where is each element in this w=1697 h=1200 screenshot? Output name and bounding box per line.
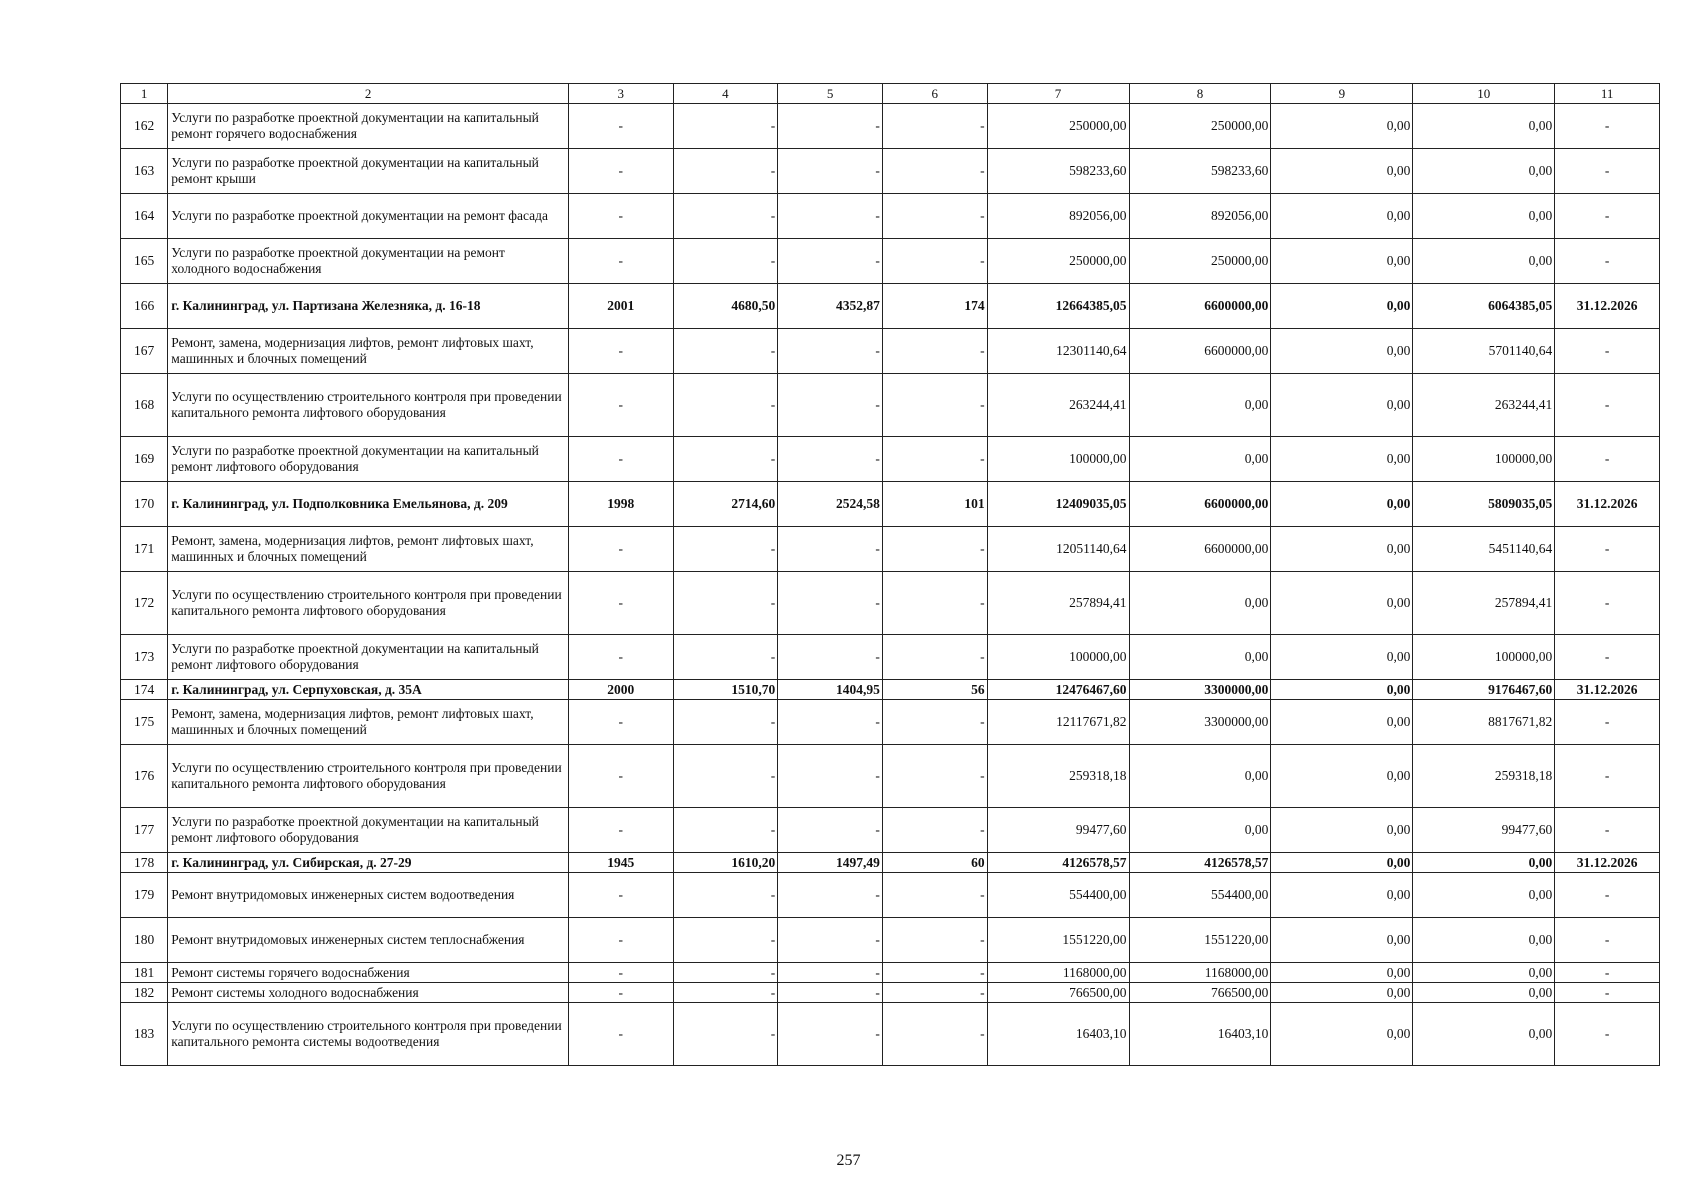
header-cell: 6 (882, 84, 987, 104)
deadline-cell: - (1555, 239, 1660, 284)
work-item-row (121, 873, 1660, 918)
total-cost-cell: 12301140,64 (987, 329, 1129, 374)
area-total-cell: 1510,70 (673, 680, 778, 700)
area-total-cell: - (673, 745, 778, 808)
budget-cost-cell: 0,00 (1271, 194, 1413, 239)
description-cell: Ремонт, замена, модернизация лифтов, ремонт лифтовых шахт, машинных и блочных помещений (168, 329, 569, 374)
row-number-cell: 164 (121, 194, 168, 239)
deadline-cell: - (1555, 635, 1660, 680)
description-cell: г. Калининград, ул. Подполковника Емельянова, д. 209 (168, 482, 569, 527)
year-cell: - (568, 983, 673, 1003)
area-total-cell: - (673, 983, 778, 1003)
total-cost-cell: 250000,00 (987, 104, 1129, 149)
year-cell: - (568, 918, 673, 963)
deadline-cell: - (1555, 527, 1660, 572)
area-living-cell: - (778, 635, 883, 680)
owner-cost-cell: 0,00 (1413, 1003, 1555, 1066)
year-cell: - (568, 808, 673, 853)
deadline-cell: - (1555, 149, 1660, 194)
budget-cost-cell: 0,00 (1271, 635, 1413, 680)
owner-cost-cell: 0,00 (1413, 963, 1555, 983)
description-cell: Ремонт внутридомовых инженерных систем теплоснабжения (168, 918, 569, 963)
work-item-row (121, 635, 1660, 680)
area-living-cell: - (778, 808, 883, 853)
budget-cost-cell: 0,00 (1271, 104, 1413, 149)
description-cell: Ремонт внутридомовых инженерных систем водоотведения (168, 873, 569, 918)
fund-cost-cell: 6600000,00 (1129, 284, 1271, 329)
row-number-cell: 170 (121, 482, 168, 527)
deadline-cell: - (1555, 572, 1660, 635)
year-cell: 2001 (568, 284, 673, 329)
budget-cost-cell: 0,00 (1271, 329, 1413, 374)
fund-cost-cell: 1168000,00 (1129, 963, 1271, 983)
residents-cell: - (882, 104, 987, 149)
residents-cell: 60 (882, 853, 987, 873)
work-item-row (121, 700, 1660, 745)
owner-cost-cell: 100000,00 (1413, 635, 1555, 680)
total-cost-cell: 554400,00 (987, 873, 1129, 918)
owner-cost-cell: 6064385,05 (1413, 284, 1555, 329)
description-cell: Услуги по разработке проектной документации на ремонт холодного водоснабжения (168, 239, 569, 284)
budget-cost-cell: 0,00 (1271, 853, 1413, 873)
residents-cell: - (882, 918, 987, 963)
header-cell: 1 (121, 84, 168, 104)
fund-cost-cell: 0,00 (1129, 635, 1271, 680)
area-total-cell: - (673, 329, 778, 374)
budget-cost-cell: 0,00 (1271, 680, 1413, 700)
total-cost-cell: 766500,00 (987, 983, 1129, 1003)
area-total-cell: - (673, 239, 778, 284)
capital-repair-table (120, 83, 1660, 1066)
area-total-cell: - (673, 963, 778, 983)
owner-cost-cell: 0,00 (1413, 918, 1555, 963)
fund-cost-cell: 250000,00 (1129, 239, 1271, 284)
owner-cost-cell: 5451140,64 (1413, 527, 1555, 572)
area-total-cell: 2714,60 (673, 482, 778, 527)
area-living-cell: - (778, 374, 883, 437)
owner-cost-cell: 8817671,82 (1413, 700, 1555, 745)
area-living-cell: - (778, 983, 883, 1003)
work-item-row (121, 572, 1660, 635)
deadline-cell: - (1555, 437, 1660, 482)
description-cell: Ремонт системы горячего водоснабжения (168, 963, 569, 983)
fund-cost-cell: 892056,00 (1129, 194, 1271, 239)
fund-cost-cell: 0,00 (1129, 808, 1271, 853)
fund-cost-cell: 0,00 (1129, 745, 1271, 808)
work-item-row (121, 1003, 1660, 1066)
residents-cell: - (882, 1003, 987, 1066)
year-cell: - (568, 374, 673, 437)
residents-cell: - (882, 437, 987, 482)
residents-cell: - (882, 329, 987, 374)
work-item-row (121, 194, 1660, 239)
deadline-cell: - (1555, 918, 1660, 963)
area-total-cell: - (673, 194, 778, 239)
area-living-cell: 1404,95 (778, 680, 883, 700)
budget-cost-cell: 0,00 (1271, 700, 1413, 745)
year-cell: - (568, 635, 673, 680)
year-cell: - (568, 963, 673, 983)
owner-cost-cell: 263244,41 (1413, 374, 1555, 437)
residents-cell: - (882, 808, 987, 853)
year-cell: 1998 (568, 482, 673, 527)
budget-cost-cell: 0,00 (1271, 482, 1413, 527)
description-cell: г. Калининград, ул. Серпуховская, д. 35А (168, 680, 569, 700)
year-cell: - (568, 239, 673, 284)
document-table-container (120, 83, 1660, 1066)
owner-cost-cell: 0,00 (1413, 239, 1555, 284)
residents-cell: 56 (882, 680, 987, 700)
row-number-cell: 178 (121, 853, 168, 873)
page-number: 257 (836, 1152, 861, 1169)
area-total-cell: - (673, 1003, 778, 1066)
total-cost-cell: 100000,00 (987, 635, 1129, 680)
budget-cost-cell: 0,00 (1271, 1003, 1413, 1066)
deadline-cell: - (1555, 745, 1660, 808)
work-item-row (121, 918, 1660, 963)
column-number-header-row (121, 84, 1660, 104)
description-cell: Услуги по осуществлению строительного контроля при проведении капитального ремонта лифтового оборудования (168, 572, 569, 635)
year-cell: 2000 (568, 680, 673, 700)
budget-cost-cell: 0,00 (1271, 284, 1413, 329)
fund-cost-cell: 4126578,57 (1129, 853, 1271, 873)
total-cost-cell: 250000,00 (987, 239, 1129, 284)
total-cost-cell: 12409035,05 (987, 482, 1129, 527)
row-number-cell: 182 (121, 983, 168, 1003)
year-cell: - (568, 745, 673, 808)
total-cost-cell: 12051140,64 (987, 527, 1129, 572)
area-living-cell: - (778, 918, 883, 963)
total-cost-cell: 99477,60 (987, 808, 1129, 853)
work-item-row (121, 329, 1660, 374)
area-total-cell: - (673, 635, 778, 680)
area-living-cell: - (778, 329, 883, 374)
deadline-cell: - (1555, 700, 1660, 745)
residents-cell: - (882, 149, 987, 194)
owner-cost-cell: 259318,18 (1413, 745, 1555, 808)
deadline-cell: 31.12.2026 (1555, 680, 1660, 700)
deadline-cell: 31.12.2026 (1555, 853, 1660, 873)
fund-cost-cell: 3300000,00 (1129, 700, 1271, 745)
area-total-cell: - (673, 700, 778, 745)
header-cell: 10 (1413, 84, 1555, 104)
row-number-cell: 181 (121, 963, 168, 983)
area-total-cell: - (673, 572, 778, 635)
description-cell: Ремонт, замена, модернизация лифтов, ремонт лифтовых шахт, машинных и блочных помещений (168, 700, 569, 745)
description-cell: г. Калининград, ул. Партизана Железняка, д. 16-18 (168, 284, 569, 329)
area-total-cell: - (673, 808, 778, 853)
owner-cost-cell: 0,00 (1413, 853, 1555, 873)
deadline-cell: 31.12.2026 (1555, 284, 1660, 329)
owner-cost-cell: 5701140,64 (1413, 329, 1555, 374)
area-living-cell: - (778, 104, 883, 149)
owner-cost-cell: 5809035,05 (1413, 482, 1555, 527)
owner-cost-cell: 0,00 (1413, 194, 1555, 239)
owner-cost-cell: 99477,60 (1413, 808, 1555, 853)
total-cost-cell: 1168000,00 (987, 963, 1129, 983)
fund-cost-cell: 0,00 (1129, 437, 1271, 482)
budget-cost-cell: 0,00 (1271, 437, 1413, 482)
total-cost-cell: 12117671,82 (987, 700, 1129, 745)
row-number-cell: 168 (121, 374, 168, 437)
address-row (121, 482, 1660, 527)
total-cost-cell: 12664385,05 (987, 284, 1129, 329)
budget-cost-cell: 0,00 (1271, 745, 1413, 808)
row-number-cell: 162 (121, 104, 168, 149)
area-living-cell: - (778, 149, 883, 194)
area-living-cell: - (778, 194, 883, 239)
row-number-cell: 174 (121, 680, 168, 700)
area-living-cell: - (778, 572, 883, 635)
residents-cell: - (882, 963, 987, 983)
description-cell: Услуги по осуществлению строительного контроля при проведении капитального ремонта лифтового оборудования (168, 745, 569, 808)
total-cost-cell: 257894,41 (987, 572, 1129, 635)
row-number-cell: 183 (121, 1003, 168, 1066)
budget-cost-cell: 0,00 (1271, 873, 1413, 918)
description-cell: Услуги по разработке проектной документации на ремонт фасада (168, 194, 569, 239)
work-item-row (121, 239, 1660, 284)
total-cost-cell: 263244,41 (987, 374, 1129, 437)
row-number-cell: 165 (121, 239, 168, 284)
fund-cost-cell: 1551220,00 (1129, 918, 1271, 963)
row-number-cell: 171 (121, 527, 168, 572)
header-cell: 11 (1555, 84, 1660, 104)
budget-cost-cell: 0,00 (1271, 572, 1413, 635)
deadline-cell: - (1555, 1003, 1660, 1066)
area-total-cell: 4680,50 (673, 284, 778, 329)
work-item-row (121, 527, 1660, 572)
work-item-row (121, 808, 1660, 853)
year-cell: 1945 (568, 853, 673, 873)
fund-cost-cell: 6600000,00 (1129, 329, 1271, 374)
year-cell: - (568, 527, 673, 572)
year-cell: - (568, 1003, 673, 1066)
year-cell: - (568, 437, 673, 482)
work-item-row (121, 963, 1660, 983)
total-cost-cell: 892056,00 (987, 194, 1129, 239)
deadline-cell: - (1555, 329, 1660, 374)
header-cell: 8 (1129, 84, 1271, 104)
area-living-cell: 1497,49 (778, 853, 883, 873)
budget-cost-cell: 0,00 (1271, 239, 1413, 284)
owner-cost-cell: 0,00 (1413, 873, 1555, 918)
area-total-cell: - (673, 437, 778, 482)
row-number-cell: 163 (121, 149, 168, 194)
deadline-cell: - (1555, 983, 1660, 1003)
address-row (121, 284, 1660, 329)
row-number-cell: 172 (121, 572, 168, 635)
row-number-cell: 180 (121, 918, 168, 963)
area-living-cell: - (778, 700, 883, 745)
fund-cost-cell: 0,00 (1129, 374, 1271, 437)
header-cell: 2 (168, 84, 569, 104)
work-item-row (121, 104, 1660, 149)
description-cell: Ремонт системы холодного водоснабжения (168, 983, 569, 1003)
area-total-cell: - (673, 873, 778, 918)
year-cell: - (568, 572, 673, 635)
budget-cost-cell: 0,00 (1271, 918, 1413, 963)
fund-cost-cell: 598233,60 (1129, 149, 1271, 194)
area-total-cell: - (673, 149, 778, 194)
area-living-cell: - (778, 437, 883, 482)
header-cell: 3 (568, 84, 673, 104)
budget-cost-cell: 0,00 (1271, 149, 1413, 194)
fund-cost-cell: 6600000,00 (1129, 482, 1271, 527)
row-number-cell: 175 (121, 700, 168, 745)
fund-cost-cell: 0,00 (1129, 572, 1271, 635)
residents-cell: - (882, 374, 987, 437)
work-item-row (121, 374, 1660, 437)
area-total-cell: 1610,20 (673, 853, 778, 873)
description-cell: Услуги по разработке проектной документации на капитальный ремонт лифтового оборудования (168, 437, 569, 482)
deadline-cell: - (1555, 808, 1660, 853)
owner-cost-cell: 0,00 (1413, 104, 1555, 149)
row-number-cell: 179 (121, 873, 168, 918)
budget-cost-cell: 0,00 (1271, 963, 1413, 983)
fund-cost-cell: 3300000,00 (1129, 680, 1271, 700)
row-number-cell: 166 (121, 284, 168, 329)
year-cell: - (568, 149, 673, 194)
residents-cell: 174 (882, 284, 987, 329)
deadline-cell: - (1555, 873, 1660, 918)
deadline-cell: - (1555, 104, 1660, 149)
year-cell: - (568, 104, 673, 149)
header-cell: 5 (778, 84, 883, 104)
total-cost-cell: 4126578,57 (987, 853, 1129, 873)
area-living-cell: - (778, 963, 883, 983)
year-cell: - (568, 700, 673, 745)
total-cost-cell: 598233,60 (987, 149, 1129, 194)
header-cell: 7 (987, 84, 1129, 104)
description-cell: Ремонт, замена, модернизация лифтов, ремонт лифтовых шахт, машинных и блочных помещений (168, 527, 569, 572)
address-row (121, 853, 1660, 873)
area-living-cell: - (778, 527, 883, 572)
residents-cell: 101 (882, 482, 987, 527)
work-item-row (121, 983, 1660, 1003)
deadline-cell: - (1555, 194, 1660, 239)
row-number-cell: 169 (121, 437, 168, 482)
residents-cell: - (882, 745, 987, 808)
description-cell: г. Калининград, ул. Сибирская, д. 27-29 (168, 853, 569, 873)
residents-cell: - (882, 700, 987, 745)
total-cost-cell: 16403,10 (987, 1003, 1129, 1066)
residents-cell: - (882, 194, 987, 239)
total-cost-cell: 100000,00 (987, 437, 1129, 482)
row-number-cell: 177 (121, 808, 168, 853)
area-total-cell: - (673, 527, 778, 572)
fund-cost-cell: 554400,00 (1129, 873, 1271, 918)
description-cell: Услуги по осуществлению строительного контроля при проведении капитального ремонта лифтового оборудования (168, 374, 569, 437)
total-cost-cell: 1551220,00 (987, 918, 1129, 963)
header-cell: 9 (1271, 84, 1413, 104)
deadline-cell: - (1555, 963, 1660, 983)
budget-cost-cell: 0,00 (1271, 983, 1413, 1003)
work-item-row (121, 437, 1660, 482)
residents-cell: - (882, 239, 987, 284)
owner-cost-cell: 0,00 (1413, 983, 1555, 1003)
area-living-cell: - (778, 239, 883, 284)
area-living-cell: 4352,87 (778, 284, 883, 329)
description-cell: Услуги по разработке проектной документации на капитальный ремонт лифтового оборудования (168, 635, 569, 680)
budget-cost-cell: 0,00 (1271, 808, 1413, 853)
fund-cost-cell: 250000,00 (1129, 104, 1271, 149)
description-cell: Услуги по разработке проектной документации на капитальный ремонт горячего водоснабжения (168, 104, 569, 149)
row-number-cell: 173 (121, 635, 168, 680)
area-living-cell: - (778, 1003, 883, 1066)
area-living-cell: 2524,58 (778, 482, 883, 527)
fund-cost-cell: 766500,00 (1129, 983, 1271, 1003)
deadline-cell: 31.12.2026 (1555, 482, 1660, 527)
header-cell: 4 (673, 84, 778, 104)
budget-cost-cell: 0,00 (1271, 527, 1413, 572)
fund-cost-cell: 6600000,00 (1129, 527, 1271, 572)
total-cost-cell: 12476467,60 (987, 680, 1129, 700)
area-total-cell: - (673, 374, 778, 437)
row-number-cell: 176 (121, 745, 168, 808)
owner-cost-cell: 257894,41 (1413, 572, 1555, 635)
description-cell: Услуги по разработке проектной документации на капитальный ремонт крыши (168, 149, 569, 194)
residents-cell: - (882, 983, 987, 1003)
area-living-cell: - (778, 745, 883, 808)
owner-cost-cell: 9176467,60 (1413, 680, 1555, 700)
description-cell: Услуги по осуществлению строительного контроля при проведении капитального ремонта системы водоотведения (168, 1003, 569, 1066)
year-cell: - (568, 194, 673, 239)
area-total-cell: - (673, 104, 778, 149)
year-cell: - (568, 329, 673, 374)
residents-cell: - (882, 635, 987, 680)
address-row (121, 680, 1660, 700)
total-cost-cell: 259318,18 (987, 745, 1129, 808)
budget-cost-cell: 0,00 (1271, 374, 1413, 437)
work-item-row (121, 745, 1660, 808)
deadline-cell: - (1555, 374, 1660, 437)
work-item-row (121, 149, 1660, 194)
residents-cell: - (882, 873, 987, 918)
residents-cell: - (882, 527, 987, 572)
residents-cell: - (882, 572, 987, 635)
area-total-cell: - (673, 918, 778, 963)
owner-cost-cell: 0,00 (1413, 149, 1555, 194)
fund-cost-cell: 16403,10 (1129, 1003, 1271, 1066)
row-number-cell: 167 (121, 329, 168, 374)
year-cell: - (568, 873, 673, 918)
description-cell: Услуги по разработке проектной документации на капитальный ремонт лифтового оборудования (168, 808, 569, 853)
owner-cost-cell: 100000,00 (1413, 437, 1555, 482)
area-living-cell: - (778, 873, 883, 918)
